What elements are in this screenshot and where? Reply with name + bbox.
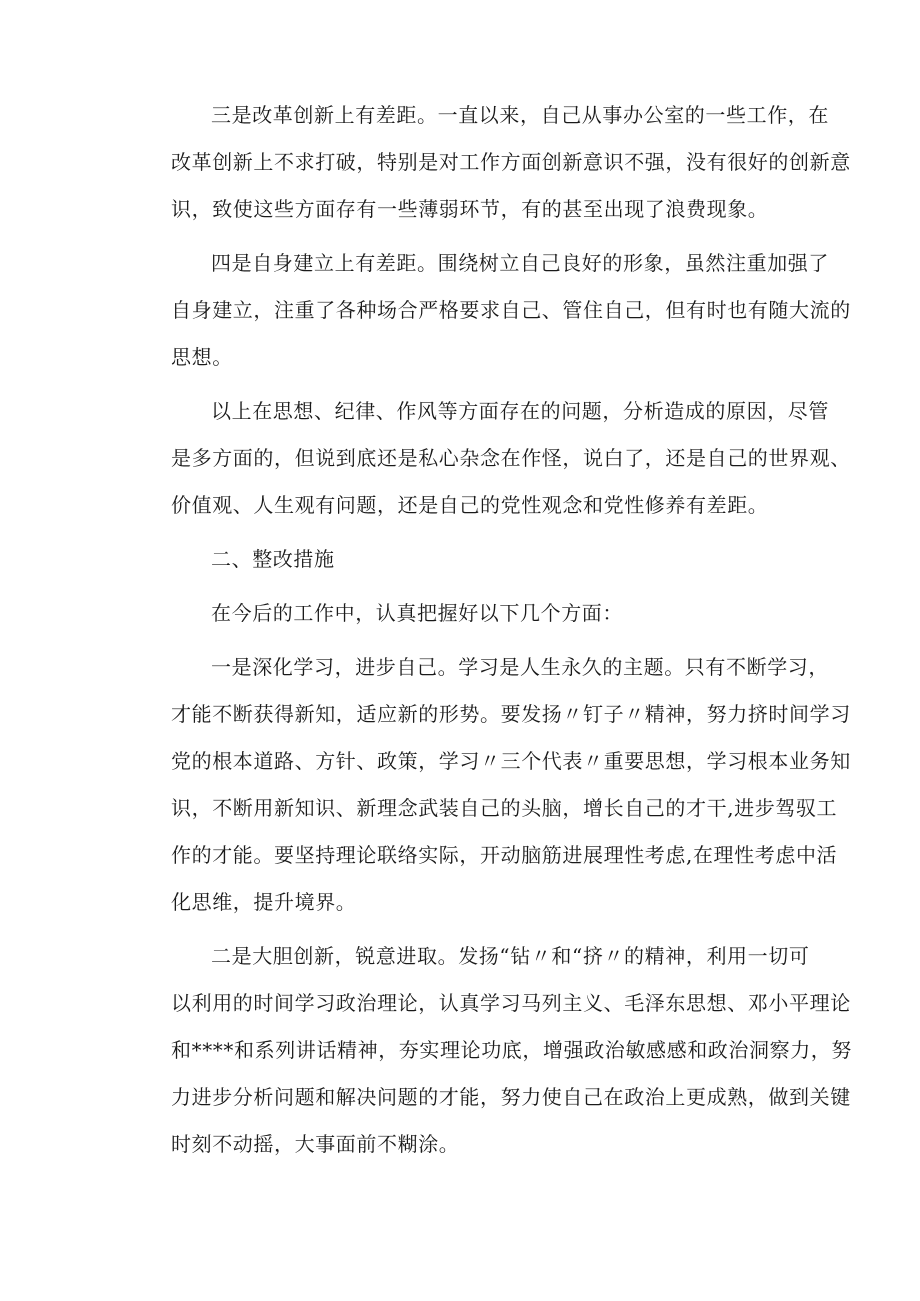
paragraph-line: 一是深化学习，进步自己。学习是人生永久的主题。只有不断学习， <box>211 655 829 679</box>
paragraph-bold-innovation <box>131 933 852 1168</box>
paragraph-line: 是多方面的，但说到底还是私心杂念在作怪，说白了，还是自己的世界观、 <box>171 446 851 470</box>
paragraph-line: 时刻不动摇，大事面前不糊涂。 <box>171 1132 460 1156</box>
paragraph-self-building-gap <box>131 240 851 381</box>
paragraph-cause-analysis <box>131 388 851 529</box>
paragraph-line: 党的根本道路、方针、政策，学习〃三个代表〃重要思想，学习根本业务知 <box>171 749 851 773</box>
paragraph-line: 改革创新上不求打破，特别是对工作方面创新意识不强，没有很好的创新意 <box>171 150 851 174</box>
document-body <box>131 92 852 1175</box>
paragraph-intro-measures <box>131 590 796 637</box>
paragraph-line: 价值观、人生观有问题，还是自己的党性观念和党性修养有差距。 <box>171 493 769 517</box>
paragraph-line: 力进步分析问题和解决问题的才能，努力使自己在政治上更成熟，做到关键 <box>171 1085 851 1109</box>
paragraph-line: 二是大胆创新，锐意进取。发扬“钻〃和“挤〃的精神，利用一切可 <box>211 944 810 968</box>
section-heading-rectification-measures <box>131 536 796 583</box>
paragraph-line: 在今后的工作中，认真把握好以下几个方面： <box>211 601 623 625</box>
paragraph-line: 以利用的时间学习政治理论，认真学习马列主义、毛泽东思想、邓小平理论 <box>171 991 851 1015</box>
paragraph-line: 思想。 <box>171 345 233 369</box>
paragraph-line: 四是自身建立上有差距。围绕树立自己良好的形象，虽然注重加强了 <box>211 251 829 275</box>
paragraph-line: 作的才能。要坚持理论联络实际，开动脑筋进展理性考虑,在理性考虑中活 <box>171 843 838 867</box>
paragraph-deepen-learning <box>131 644 851 926</box>
paragraph-line: 识，致使这些方面存有一些薄弱环节，有的甚至出现了浪费现象。 <box>171 197 769 221</box>
paragraph-line: 才能不断获得新知，适应新的形势。要发扬〃钉子〃精神，努力挤时间学习 <box>171 702 851 726</box>
paragraph-line: 以上在思想、纪律、作风等方面存在的问题，分析造成的原因，尽管 <box>211 399 829 423</box>
paragraph-reform-innovation-gap <box>131 92 851 233</box>
paragraph-line: 识，不断用新知识、新理念武装自己的头脑，增长自己的才干,进步驾驭工 <box>171 796 838 820</box>
paragraph-line: 化思维，提升境界。 <box>171 890 357 914</box>
section-heading: 二、整改措施 <box>211 547 335 571</box>
paragraph-line: 自身建立，注重了各种场合严格要求自己、管住自己，但有时也有随大流的 <box>171 298 851 322</box>
paragraph-line: 三是改革创新上有差距。一直以来，自己从事办公室的一些工作，在 <box>211 103 829 127</box>
paragraph-line: 和****和系列讲话精神，夯实理论功底，增强政治敏感感和政治洞察力，努 <box>171 1038 852 1062</box>
